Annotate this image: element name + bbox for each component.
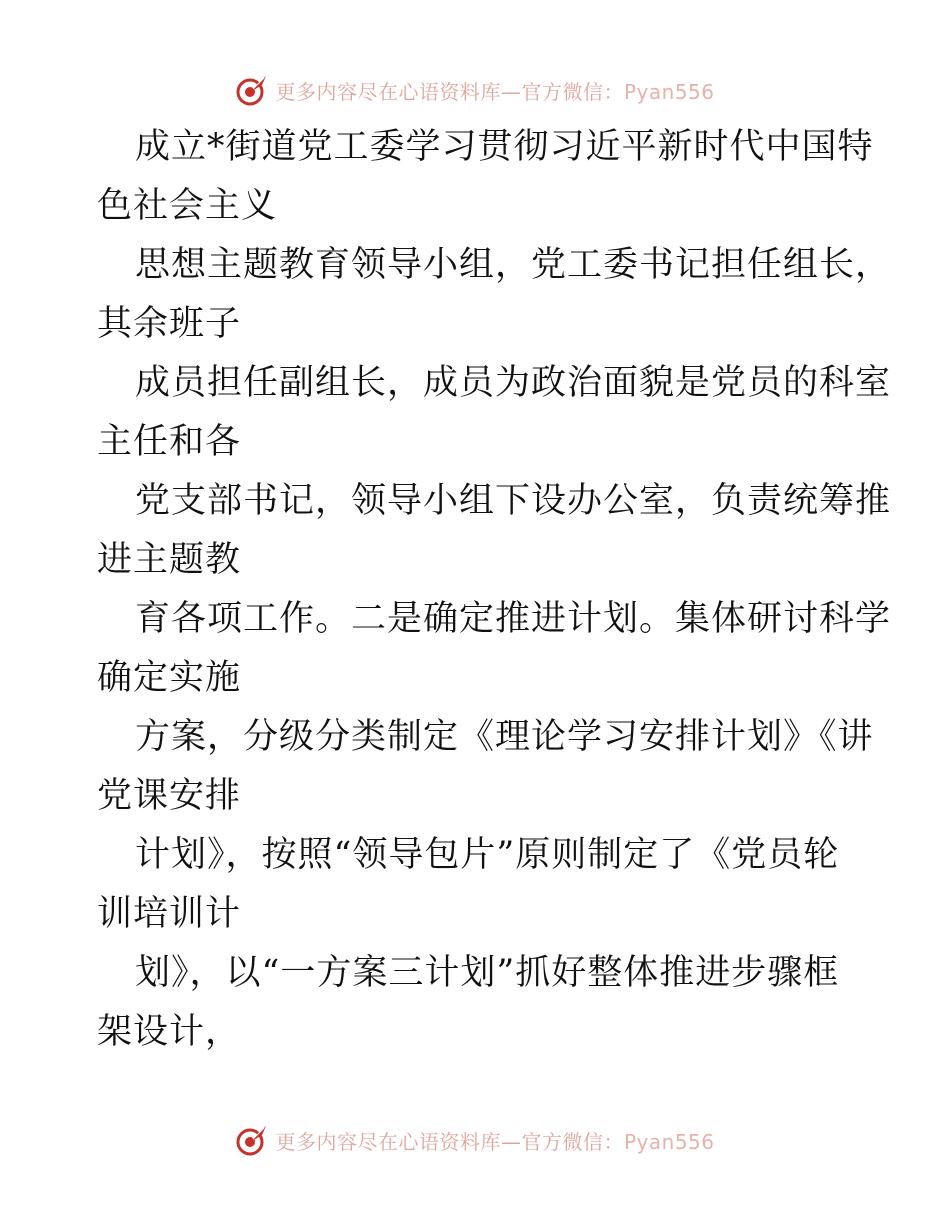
body-line: 思想主题教育领导小组，党工委书记担任组长， — [135, 245, 892, 285]
body-line: 方案，分级分类制定《理论学习安排计划》《讲 — [135, 717, 874, 757]
footer-wechat-id: Pyan556 — [623, 1129, 715, 1154]
body-line: 成员担任副组长，成员为政治面貌是党员的科室 — [135, 363, 892, 403]
body-line: 进主题教 — [97, 540, 242, 580]
body-line: 色社会主义 — [97, 186, 278, 226]
header-watermark-text: 更多内容尽在心语资料库—官方微信：Pyan556 — [275, 79, 715, 104]
quill-logo-icon — [235, 73, 269, 107]
body-line: 计划》，按照“领导包片”原则制定了《党员轮 — [135, 835, 840, 875]
footer-watermark-text: 更多内容尽在心语资料库—官方微信：Pyan556 — [275, 1129, 715, 1154]
body-line: 训培训计 — [97, 894, 242, 934]
body-line: 育各项工作。二是确定推进计划。集体研讨科学 — [135, 599, 892, 639]
document-body — [97, 118, 892, 1062]
body-line: 主任和各 — [97, 422, 242, 462]
body-line: 确定实施 — [97, 658, 242, 698]
body-line: 党课安排 — [97, 776, 242, 816]
body-line: 划》，以“一方案三计划”抓好整体推进步骤框 — [135, 953, 840, 993]
body-line: 架设计， — [97, 1012, 242, 1052]
quill-logo-icon — [235, 1123, 269, 1157]
body-line: 党支部书记，领导小组下设办公室，负责统筹推 — [135, 481, 892, 521]
body-line: 其余班子 — [97, 304, 242, 344]
body-line: 成立*街道党工委学习贯彻习近平新时代中国特 — [135, 127, 874, 167]
header-watermark-banner — [0, 70, 950, 110]
footer-watermark-banner — [0, 1120, 950, 1160]
header-wechat-id: Pyan556 — [623, 79, 715, 104]
